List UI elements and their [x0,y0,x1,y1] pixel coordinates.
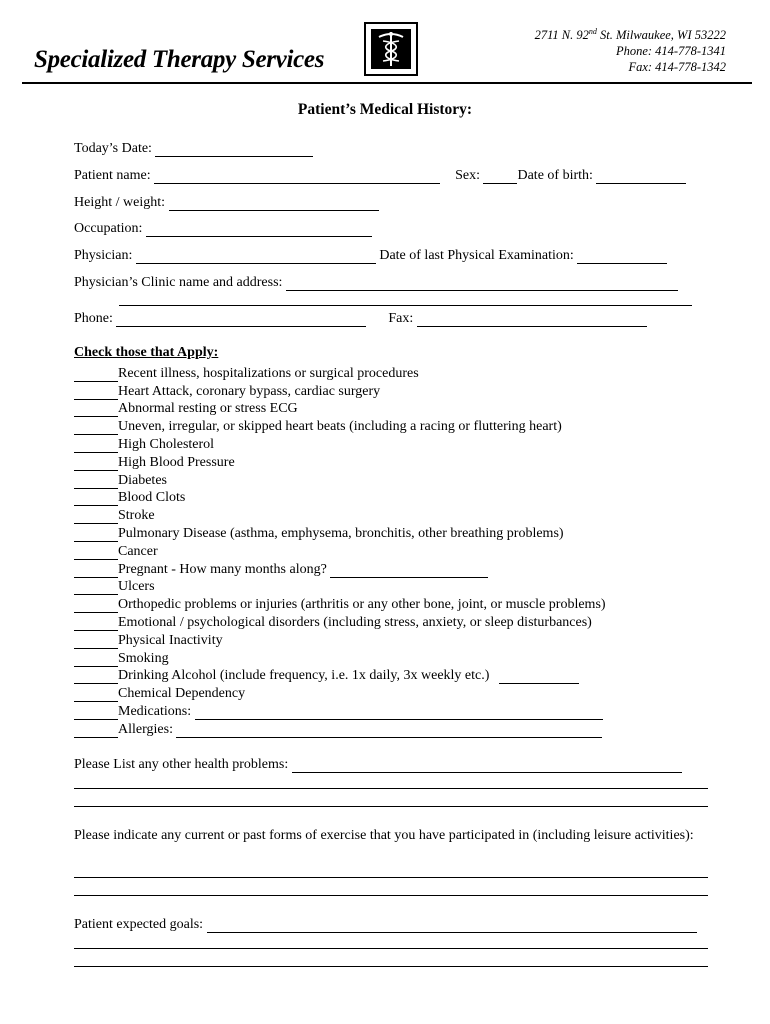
checklist [74,364,606,738]
checkbox-blank[interactable] [74,529,118,542]
checklist-item [74,489,606,507]
dob-label: Date of birth: [517,168,593,183]
checklist-item-field[interactable] [176,725,602,738]
patient-name-row [74,168,686,184]
checklist-item [74,702,606,720]
clinic-row [74,275,678,291]
checkbox-blank[interactable] [74,600,118,613]
exercise-line-1[interactable] [74,877,708,878]
address [535,24,726,43]
checklist-item-label: Allergies: [118,721,173,737]
other-problems-label: Please List any other health problems: [74,757,289,772]
other-problems-row [74,757,682,773]
occupation-field[interactable] [146,224,372,237]
checkbox-blank[interactable] [74,547,118,560]
checkbox-blank[interactable] [74,422,118,435]
checkbox-blank[interactable] [74,671,118,684]
phone-label: Phone: [74,311,113,326]
todays-date-row [74,141,313,157]
checklist-item-label: Orthopedic problems or injuries (arthritis or any other bone, joint, or muscle problems) [118,597,606,613]
checkbox-blank[interactable] [74,387,118,400]
address-rest: St. Milwaukee, WI 53222 [596,28,726,43]
occupation-label: Occupation: [74,221,143,236]
address-text: 2711 N. 92 [534,28,589,43]
sex-label: Sex: [455,168,480,183]
checklist-item [74,720,606,738]
checklist-item-label: Uneven, irregular, or skipped heart beats (including a racing or fluttering heart) [118,419,562,435]
checkbox-blank[interactable] [74,493,118,506]
checklist-item [74,684,606,702]
clinic-field[interactable] [286,278,678,291]
checklist-item [74,542,606,560]
goals-field[interactable] [207,920,697,933]
clinic-field-line-2[interactable] [119,305,692,306]
checkbox-blank[interactable] [74,369,118,382]
checklist-item-label: Chemical Dependency [118,686,246,702]
checklist-item [74,595,606,613]
checklist-item-label: Diabetes [118,472,167,488]
checkbox-blank[interactable] [74,440,118,453]
checklist-item-label: Heart Attack, coronary bypass, cardiac surgery [118,383,381,399]
header-rule [22,82,752,84]
physician-field[interactable] [136,251,376,264]
checklist-item-label: Recent illness, hospitalizations or surgical procedures [118,365,419,381]
checklist-item-label: Cancer [118,543,158,559]
phone-number: Phone: 414-778-1341 [615,44,726,59]
other-problems-field[interactable] [292,760,682,773]
logo-emblem [371,29,411,69]
checkbox-blank[interactable] [74,458,118,471]
exercise-line-2[interactable] [74,895,708,896]
checklist-item [74,667,606,685]
height-weight-field[interactable] [169,198,379,211]
goals-line-2[interactable] [74,948,708,949]
page-title: Patient’s Medical History: [297,101,473,118]
checkbox-blank[interactable] [74,707,118,720]
other-problems-line-2[interactable] [74,788,708,789]
occupation-row [74,221,372,237]
checklist-item-label: Stroke [118,508,155,524]
checkbox-blank[interactable] [74,689,118,702]
checklist-item-label: Pregnant - How many months along? [118,561,327,577]
checklist-item [74,613,606,631]
checkbox-blank[interactable] [74,725,118,738]
goals-line-3[interactable] [74,966,708,967]
checklist-item-label: Smoking [118,650,169,666]
checklist-heading: Check those that Apply: [74,345,219,360]
checklist-item-label: Ulcers [118,579,155,595]
checkbox-blank[interactable] [74,404,118,417]
phone-field[interactable] [116,314,366,327]
physician-label: Physician: [74,248,133,263]
todays-date-label: Today’s Date: [74,141,152,156]
patient-name-label: Patient name: [74,168,151,183]
goals-label: Patient expected goals: [74,917,204,932]
goals-row [74,917,697,933]
last-exam-label: Date of last Physical Examination: [379,248,574,263]
checkbox-blank[interactable] [74,636,118,649]
logo [364,22,418,76]
checklist-item-field[interactable] [195,707,603,720]
checklist-item-label: High Cholesterol [118,436,215,452]
checklist-item [74,560,606,578]
other-problems-line-3[interactable] [74,806,708,807]
checklist-item-field[interactable] [330,565,488,578]
checklist-item [74,435,606,453]
brand-name: Specialized Therapy Services [34,46,325,73]
height-weight-label: Height / weight: [74,195,165,210]
checklist-item [74,453,606,471]
checklist-item-label: Pulmonary Disease (asthma, emphysema, bronchitis, other breathing problems) [118,525,564,541]
checkbox-blank[interactable] [74,565,118,578]
checklist-item-label: Abnormal resting or stress ECG [118,401,298,417]
checklist-item-label: Blood Clots [118,490,186,506]
checklist-item [74,364,606,382]
checklist-item [74,471,606,489]
patient-name-field[interactable] [154,171,440,184]
checklist-item-label: Physical Inactivity [118,632,223,648]
phone-fax-row [74,311,647,327]
fax-label: Fax: [388,311,414,326]
clinic-label: Physician’s Clinic name and address: [74,275,283,290]
fax-field[interactable] [417,314,647,327]
checklist-item [74,649,606,667]
fax-number: Fax: 414-778-1342 [628,60,726,75]
checklist-item-label: High Blood Pressure [118,454,235,470]
checkbox-blank[interactable] [74,511,118,524]
checklist-item-label: Emotional / psychological disorders (including stress, anxiety, or sleep disturbances) [118,614,592,630]
sex-field[interactable] [483,171,517,184]
exercise-label: Please indicate any current or past forms of exercise that you have participated in (including leisure activities): [74,828,694,843]
checklist-item [74,631,606,649]
checklist-item [74,382,606,400]
caduceus-icon [371,29,411,69]
checkbox-blank[interactable] [74,618,118,631]
checklist-item [74,578,606,596]
physician-row [74,248,667,264]
checklist-item [74,417,606,435]
checklist-item [74,400,606,418]
height-weight-row [74,195,379,211]
checklist-item [74,524,606,542]
checklist-item-field[interactable] [499,671,579,684]
checklist-item [74,506,606,524]
dob-field[interactable] [596,171,686,184]
checkbox-blank[interactable] [74,654,118,667]
checkbox-blank[interactable] [74,582,118,595]
contact-block [535,24,726,75]
checklist-item-label: Medications: [118,703,192,719]
checklist-item-label: Drinking Alcohol (include frequency, i.e. 1x daily, 3x weekly etc.) [118,668,490,684]
last-exam-field[interactable] [577,251,667,264]
checkbox-blank[interactable] [74,476,118,489]
todays-date-field[interactable] [155,144,313,157]
address-suffix: nd [588,27,597,36]
